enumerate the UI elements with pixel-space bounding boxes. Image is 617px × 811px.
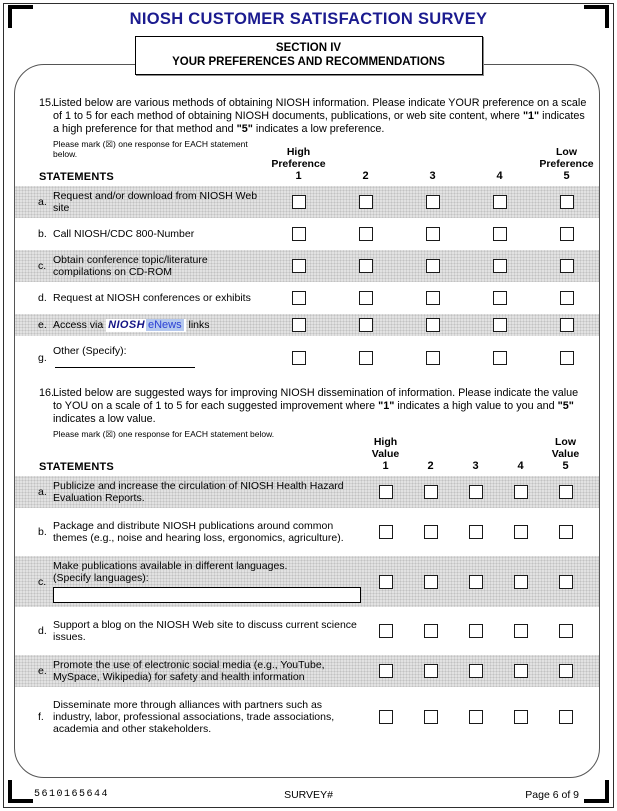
checkbox-q16-d-4[interactable]: [514, 624, 528, 638]
statement-row: [15, 314, 599, 336]
checkbox-q16-a-2[interactable]: [424, 485, 438, 499]
statement-letter: a.: [38, 196, 47, 208]
checkbox-q16-f-2[interactable]: [424, 710, 438, 724]
checkbox-q16-f-1[interactable]: [379, 710, 393, 724]
checkbox-q16-e-2[interactable]: [424, 664, 438, 678]
response-cell: [408, 575, 453, 589]
statement-text: [53, 560, 363, 603]
checkbox-q15-g-1[interactable]: [292, 351, 306, 365]
response-cell: [466, 195, 533, 209]
statement-letter: d.: [38, 292, 47, 304]
response-cell: [466, 351, 533, 365]
statement-text: Package and distribute NIOSH publications around common themes (e.g., noise and hearing loss, ergonomics, agriculture).: [53, 520, 344, 544]
checkbox-q15-c-4[interactable]: [493, 259, 507, 273]
response-cell: [332, 259, 399, 273]
response-cell: [265, 351, 332, 365]
statement-text: Request and/or download from NIOSH Web site: [53, 190, 258, 214]
scale-number: 1: [295, 170, 302, 182]
checkbox-q15-g-5[interactable]: [560, 351, 574, 365]
response-cell: [453, 710, 498, 724]
checkbox-q16-f-4[interactable]: [514, 710, 528, 724]
question-text: [53, 387, 587, 426]
question-text-part: indicates a high value to you and: [394, 400, 558, 412]
response-cell: [498, 575, 543, 589]
statement-text-part: Make publications available in different languages.: [53, 560, 288, 572]
checkbox-q16-c-1[interactable]: [379, 575, 393, 589]
statement-text: Obtain conference topic/literature compilations on CD-ROM: [53, 254, 208, 278]
response-cell: [408, 624, 453, 638]
response-cell: [498, 485, 543, 499]
statement-text: Call NIOSH/CDC 800-Number: [53, 228, 195, 240]
response-cell: [533, 195, 600, 209]
response-cell: [265, 227, 332, 241]
statement-row: [15, 695, 599, 739]
statement-row: [15, 186, 599, 218]
response-cell: [466, 259, 533, 273]
checkbox-q16-b-1[interactable]: [379, 525, 393, 539]
checkbox-q15-b-5[interactable]: [560, 227, 574, 241]
response-cell: [533, 291, 600, 305]
question-15: [15, 97, 599, 375]
statement-letter: d.: [38, 625, 47, 637]
scale-low-label: Preference: [539, 158, 594, 170]
response-cell: [453, 575, 498, 589]
niosh-logo-text: NIOSH: [108, 318, 145, 331]
checkbox-q15-b-1[interactable]: [292, 227, 306, 241]
question-text-part: indicates a high preference for that method and: [53, 110, 585, 135]
checkbox-q15-c-2[interactable]: [359, 259, 373, 273]
checkbox-q15-e-4[interactable]: [493, 318, 507, 332]
response-cell: [543, 525, 588, 539]
statement-letter: b.: [38, 526, 47, 538]
page-indicator: Page 6 of 9: [525, 789, 579, 801]
checkbox-q16-a-4[interactable]: [514, 485, 528, 499]
question-text-part: Listed below are various methods of obtaining NIOSH information. Please indicate YOUR preference on a scale of 1 to 5 for each method of obtaining NIOSH documents, publications, or web site content, where: [53, 97, 587, 122]
checkbox-q15-d-4[interactable]: [493, 291, 507, 305]
question-text-part: Listed below are suggested ways for improving NIOSH dissemination of information. Please indicate the value to YOU on a scale of 1 to 5 for each suggested improvement where: [53, 387, 579, 412]
question-16-text-block: [15, 387, 599, 426]
statement-letter: e.: [38, 665, 47, 677]
scale-number: 3: [472, 460, 479, 472]
response-cell: [498, 664, 543, 678]
statements-label: STATEMENTS: [39, 461, 114, 473]
statement-text: [53, 345, 265, 371]
scale-high-label: High: [373, 436, 398, 448]
response-cell: [399, 318, 466, 332]
response-cell: [265, 195, 332, 209]
checkbox-q16-d-5[interactable]: [559, 624, 573, 638]
question-text-part: indicates a low preference.: [252, 123, 385, 135]
checkbox-q16-d-2[interactable]: [424, 624, 438, 638]
response-cell: [399, 227, 466, 241]
statement-letter: e.: [38, 319, 47, 331]
statement-row: [15, 615, 599, 647]
section-name: YOUR PREFERENCES AND RECOMMENDATIONS: [172, 56, 445, 68]
scale-column-5: [543, 429, 588, 473]
response-cell: [363, 575, 408, 589]
section-header-box: [135, 36, 483, 75]
statement-row: [15, 223, 599, 245]
checkbox-q16-c-4[interactable]: [514, 575, 528, 589]
response-cell: [466, 318, 533, 332]
scale-column-2: [332, 139, 399, 183]
response-cell: [453, 624, 498, 638]
statements-label: STATEMENTS: [39, 171, 114, 183]
checkbox-q15-a-3[interactable]: [426, 195, 440, 209]
checkbox-q16-b-5[interactable]: [559, 525, 573, 539]
checkbox-q16-f-5[interactable]: [559, 710, 573, 724]
question-15-text-block: [15, 97, 599, 136]
checkbox-q15-a-2[interactable]: [359, 195, 373, 209]
form-number: 5610165644: [34, 789, 110, 800]
response-cell: [399, 291, 466, 305]
checkbox-q15-c-1[interactable]: [292, 259, 306, 273]
specify-languages-input[interactable]: [53, 587, 361, 603]
response-cell: [399, 351, 466, 365]
question-16-scale-header: [15, 429, 599, 473]
checkbox-q15-e-5[interactable]: [560, 318, 574, 332]
checkbox-q16-d-3[interactable]: [469, 624, 483, 638]
statement-letter: b.: [38, 228, 47, 240]
header-left: [15, 139, 265, 183]
statement-text-part: Access via: [53, 318, 104, 331]
checkbox-q15-c-3[interactable]: [426, 259, 440, 273]
checkbox-q15-d-1[interactable]: [292, 291, 306, 305]
checkbox-q15-e-2[interactable]: [359, 318, 373, 332]
checkbox-q15-e-1[interactable]: [292, 318, 306, 332]
checkbox-q16-b-3[interactable]: [469, 525, 483, 539]
statement-row: [15, 476, 599, 508]
response-cell: [332, 291, 399, 305]
scale-column-4: [498, 429, 543, 473]
checkbox-q16-e-1[interactable]: [379, 664, 393, 678]
response-cell: [466, 227, 533, 241]
response-cell: [543, 710, 588, 724]
statement-text: Publicize and increase the circulation of NIOSH Health Hazard Evaluation Reports.: [53, 480, 344, 504]
response-cell: [363, 525, 408, 539]
statement-letter: a.: [38, 486, 47, 498]
statement-row: [15, 556, 599, 607]
statement-row: [15, 250, 599, 282]
response-cell: [265, 259, 332, 273]
niosh-enews-logo: [106, 319, 185, 332]
response-cell: [363, 624, 408, 638]
checkbox-q15-d-5[interactable]: [560, 291, 574, 305]
scale-number: 3: [429, 170, 436, 182]
scale-column-2: [408, 429, 453, 473]
response-cell: [453, 485, 498, 499]
checkbox-q15-a-1[interactable]: [292, 195, 306, 209]
checkbox-q15-a-4[interactable]: [493, 195, 507, 209]
scale-low-label: Low: [556, 146, 577, 158]
response-cell: [543, 664, 588, 678]
scale-column-3: [399, 139, 466, 183]
checkbox-q15-b-2[interactable]: [359, 227, 373, 241]
response-cell: [543, 624, 588, 638]
checkbox-q16-d-1[interactable]: [379, 624, 393, 638]
response-cell: [533, 351, 600, 365]
checkbox-q16-a-3[interactable]: [469, 485, 483, 499]
checkbox-q16-e-5[interactable]: [559, 664, 573, 678]
statement-text: [53, 319, 265, 332]
statement-letter: f.: [38, 711, 44, 723]
statement-text: Support a blog on the NIOSH Web site to discuss current science issues.: [53, 619, 357, 643]
response-cell: [265, 318, 332, 332]
response-cell: [408, 485, 453, 499]
scale-low-label: Value: [551, 448, 580, 460]
checkbox-q16-c-5[interactable]: [559, 575, 573, 589]
statement-letter: c.: [38, 575, 47, 588]
statement-text-part: (Specify languages):: [53, 572, 149, 584]
scale-number: 4: [496, 170, 503, 182]
response-cell: [466, 291, 533, 305]
response-cell: [265, 291, 332, 305]
scale-column-1: [265, 139, 332, 183]
response-cell: [399, 259, 466, 273]
response-cell: [332, 318, 399, 332]
question-text-part: indicates a low value.: [53, 413, 156, 425]
response-cell: [453, 525, 498, 539]
response-cell: [533, 318, 600, 332]
question-number: 15.: [39, 97, 55, 109]
scale-column-1: [363, 429, 408, 473]
question-number: 16.: [39, 387, 55, 399]
checkbox-q15-g-2[interactable]: [359, 351, 373, 365]
scale-high-label: Value: [371, 448, 400, 460]
response-cell: [533, 227, 600, 241]
mark-instruction: Please mark (☒) one response for EACH statement below.: [53, 429, 275, 439]
statement-row: [15, 287, 599, 309]
checkbox-q16-b-4[interactable]: [514, 525, 528, 539]
checkbox-q15-b-4[interactable]: [493, 227, 507, 241]
statement-text: Disseminate more through alliances with partners such as industry, labor, professional associations, trade associations, academia and other stakeholders.: [53, 699, 335, 735]
response-cell: [533, 259, 600, 273]
question-text-part: "1": [522, 110, 540, 122]
statement-row: [15, 516, 599, 548]
mark-instruction: Please mark (☒) one response for EACH statement below.: [53, 139, 248, 159]
statement-row: [15, 655, 599, 687]
scale-low-label: Low: [555, 436, 576, 448]
scale-number: 5: [563, 170, 570, 182]
response-cell: [408, 664, 453, 678]
response-cell: [453, 664, 498, 678]
response-cell: [498, 624, 543, 638]
question-16: [15, 387, 599, 739]
statement-letter: c.: [38, 260, 47, 272]
checkbox-q15-d-2[interactable]: [359, 291, 373, 305]
survey-number-label: SURVEY#: [284, 789, 333, 801]
statement-row: [15, 341, 599, 375]
checkbox-q16-e-3[interactable]: [469, 664, 483, 678]
scale-high-label: High: [286, 146, 311, 158]
response-cell: [332, 227, 399, 241]
scale-column-3: [453, 429, 498, 473]
question-text-part: "1": [378, 400, 395, 412]
scale-number: 1: [382, 460, 389, 472]
scale-high-label: Preference: [271, 158, 326, 170]
page-title: NIOSH CUSTOMER SATISFACTION SURVEY: [129, 10, 488, 28]
response-cell: [363, 485, 408, 499]
checkbox-q15-e-3[interactable]: [426, 318, 440, 332]
response-cell: [543, 485, 588, 499]
checkbox-q15-d-3[interactable]: [426, 291, 440, 305]
header-left: [15, 429, 363, 473]
checkbox-q15-c-5[interactable]: [560, 259, 574, 273]
response-cell: [408, 525, 453, 539]
form-body-container: [14, 64, 600, 778]
section-number: SECTION IV: [275, 42, 342, 54]
checkbox-q16-a-1[interactable]: [379, 485, 393, 499]
response-cell: [399, 195, 466, 209]
response-cell: [543, 575, 588, 589]
response-cell: [332, 195, 399, 209]
statement-text: Promote the use of electronic social media (e.g., YouTube, MySpace, Wikipedia) for safety and health information: [53, 659, 325, 683]
enews-logo-text: eNews: [147, 318, 182, 331]
statement-text: Request at NIOSH conferences or exhibits: [53, 292, 251, 304]
scale-number: 2: [427, 460, 434, 472]
checkbox-q16-f-3[interactable]: [469, 710, 483, 724]
checkbox-q16-e-4[interactable]: [514, 664, 528, 678]
response-cell: [498, 525, 543, 539]
checkbox-q15-b-3[interactable]: [426, 227, 440, 241]
checkbox-q16-c-3[interactable]: [469, 575, 483, 589]
checkbox-q15-g-4[interactable]: [493, 351, 507, 365]
scale-number: 2: [362, 170, 369, 182]
scale-column-5: [533, 139, 600, 183]
checkbox-q16-b-2[interactable]: [424, 525, 438, 539]
response-cell: [363, 664, 408, 678]
response-cell: [332, 351, 399, 365]
statement-text-part: links: [188, 318, 210, 331]
response-cell: [363, 710, 408, 724]
other-specify-line[interactable]: [55, 357, 195, 368]
statement-text-part: Other (Specify):: [53, 345, 127, 357]
question-text-part: "5": [236, 123, 253, 135]
response-cell: [408, 710, 453, 724]
checkbox-q15-a-5[interactable]: [560, 195, 574, 209]
checkbox-q16-c-2[interactable]: [424, 575, 438, 589]
scale-number: 4: [517, 460, 524, 472]
scale-number: 5: [562, 460, 569, 472]
page-footer: [0, 789, 617, 803]
question-15-scale-header: [15, 139, 599, 183]
response-cell: [498, 710, 543, 724]
scale-column-4: [466, 139, 533, 183]
checkbox-q16-a-5[interactable]: [559, 485, 573, 499]
question-text-part: "5": [557, 400, 574, 412]
question-text: [53, 97, 587, 136]
checkbox-q15-g-3[interactable]: [426, 351, 440, 365]
statement-letter: g.: [38, 352, 47, 364]
